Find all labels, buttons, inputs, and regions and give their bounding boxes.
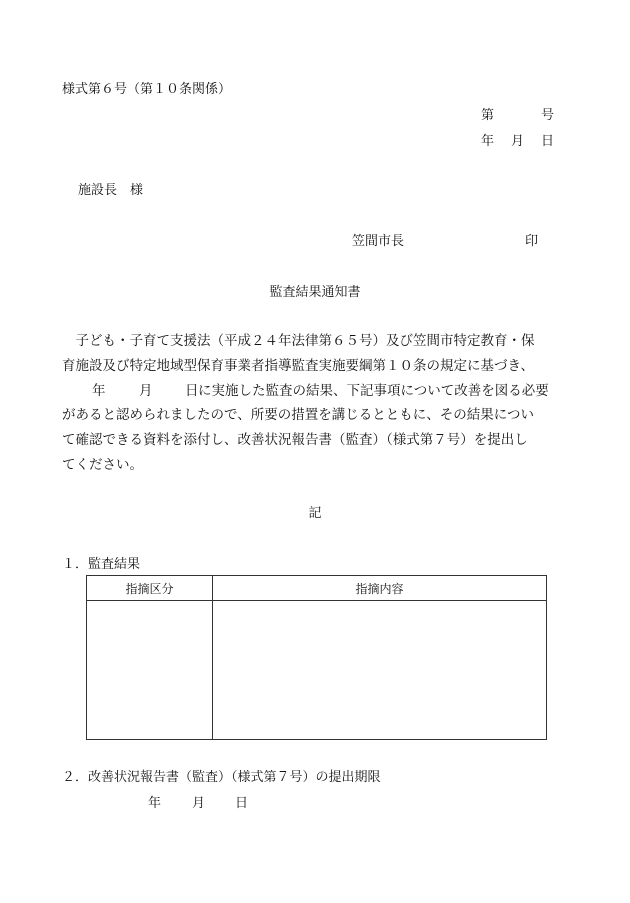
body-line: があると認められましたので、所要の措置を講じるとともに、その結果につい: [62, 407, 534, 424]
deadline-year: 年: [148, 796, 162, 811]
issue-date-year: 年: [481, 134, 495, 149]
issue-date-month: 月: [511, 134, 525, 149]
deadline-month: 月: [192, 796, 206, 811]
deadline-day: 日: [235, 796, 249, 811]
seal-mark: 印: [525, 234, 539, 249]
form-id: 様式第６号（第１０条関係）: [62, 82, 232, 97]
audit-result-table: [86, 575, 547, 740]
table-header-row: [87, 576, 547, 601]
ki-heading: 記: [308, 506, 322, 521]
sender-name: 笠間市長: [352, 234, 405, 249]
body-line: てください。: [62, 456, 143, 473]
body-line: [62, 379, 557, 404]
section2-heading: ２．改善状況報告書（監査）（様式第７号）の提出期限: [62, 770, 381, 785]
issue-date-day: 日: [541, 134, 555, 149]
table-row: [87, 601, 547, 740]
body-date-day: 日: [185, 382, 199, 399]
body-date-month: 月: [139, 382, 153, 399]
body-line: 子ども・子育て支援法（平成２４年法律第６５号）及び笠間市特定教育・保: [62, 333, 535, 349]
category-cell: [87, 601, 213, 740]
content-cell: [213, 601, 547, 740]
section1-heading: １．監査結果: [62, 557, 141, 572]
body-date-year: 年: [92, 382, 106, 399]
addressee: 施設長 様: [78, 183, 144, 198]
body-paragraph: [62, 329, 557, 478]
doc-number-suffix: 号: [541, 108, 555, 123]
doc-number-label: 第: [481, 108, 495, 123]
body-line: て確認できる資料を添付し、改善状況報告書（監査）（様式第７号）を提出し: [62, 432, 528, 449]
header-category: 指摘区分: [87, 576, 213, 601]
document-title: 監査結果通知書: [269, 285, 361, 300]
body-line-text: に実施した監査の結果、下記事項について改善を図る必要: [198, 382, 549, 399]
header-content: 指摘内容: [213, 576, 547, 601]
body-line: 育施設及び特定地域型保育事業者指導監査実施要綱第１０条の規定に基づき、: [62, 357, 534, 374]
